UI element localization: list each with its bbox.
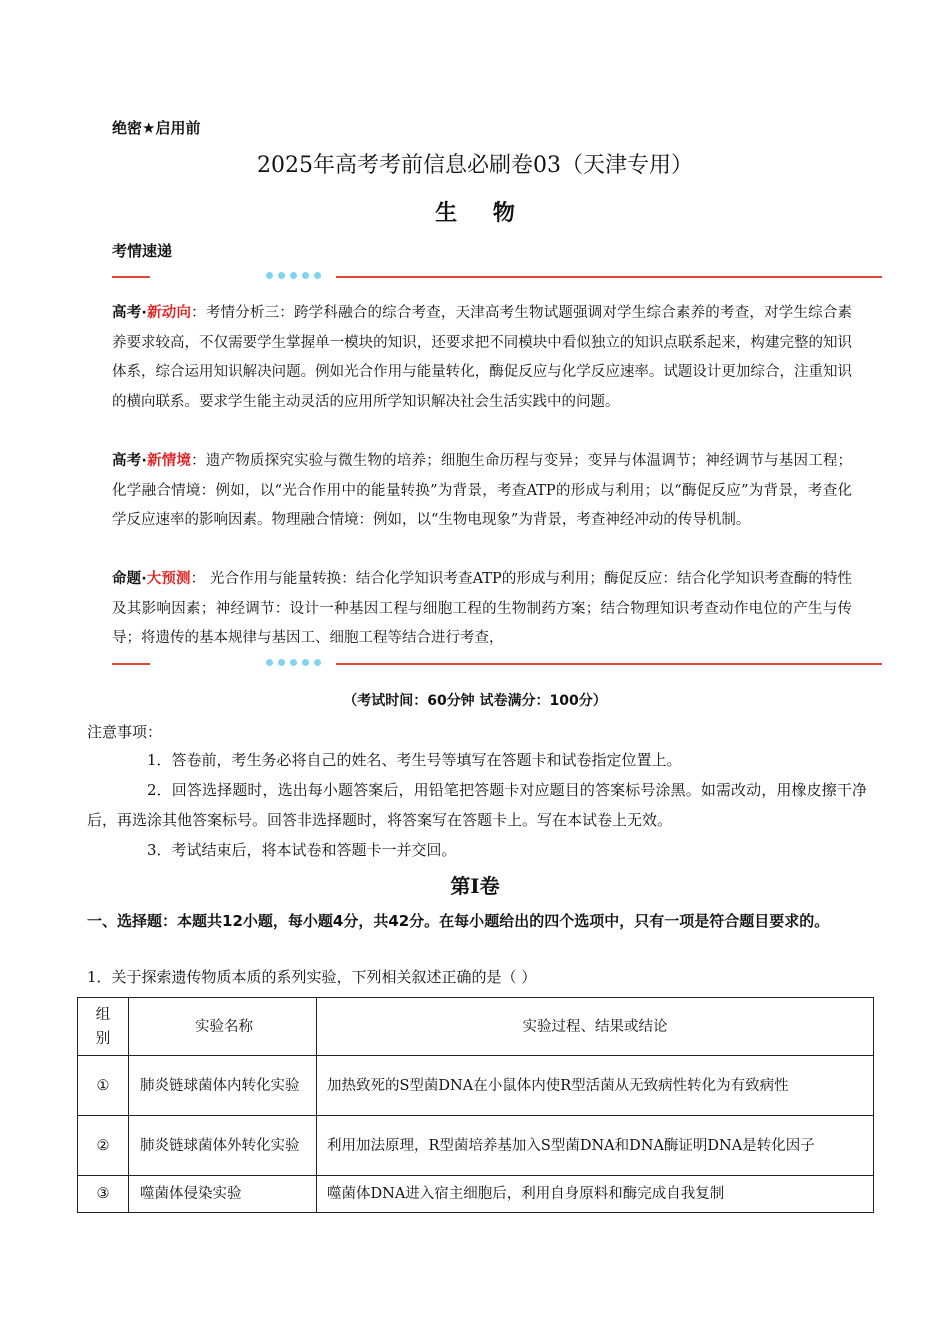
table-cell: 肺炎链球菌体外转化实验 — [129, 1116, 317, 1176]
table-cell: ③ — [78, 1176, 129, 1213]
table-cell: 利用加法原理，R型菌培养基加入S型菌DNA和DNA酶证明DNA是转化因子 — [317, 1116, 874, 1176]
table-cell: 肺炎链球菌体内转化实验 — [129, 1056, 317, 1116]
table-cell: 加热致死的S型菌DNA在小鼠体内使R型活菌从无致病性转化为有致病性 — [317, 1056, 874, 1116]
table-row — [78, 1176, 874, 1213]
trend-text: 遗产物质探究实验与微生物的培养；细胞生命历程与变异；变异与体温调节；神经调节与基因工程；化学融合情境：例如，以“光合作用中的能量转换”为背景，考查ATP的形成与利用；以“酶促反应”为背景，考查化学反应速率的影响因素。物理融合情境：例如，以“生物电现象”为背景，考查神经冲动的传导机制。 — [112, 453, 853, 528]
table-cell: 噬菌体侵染实验 — [129, 1176, 317, 1213]
table-cell: ② — [78, 1116, 129, 1176]
trend-text: 光合作用与能量转换：结合化学知识考查ATP的形成与利用；酶促反应：结合化学知识考查酶的特性及其影响因素；神经调节：设计一种基因工程与细胞工程的生物制药方案；结合物理知识考查动作电位的产生与传导；将遗传的基本规律与基因工、细胞工程等结合进行考查， — [112, 571, 853, 646]
trend-label-highlight: 新动向 — [146, 305, 192, 321]
notice-item-3: 3．考试结束后，将本试卷和答题卡一并交回。 — [147, 841, 457, 859]
notice-item-1: 1．答卷前，考生务必将自己的姓名、考生号等填写在答题卡和试卷指定位置上。 — [147, 751, 682, 769]
table-header: 实验过程、结果或结论 — [317, 998, 874, 1056]
trend-label-highlight: 新情境 — [146, 453, 192, 469]
table-row — [78, 1116, 874, 1176]
exam-time-score: （考试时间：60分钟 试卷满分：100分） — [343, 693, 607, 709]
table-header: 组别 — [78, 998, 129, 1056]
trend-text: 考情分析三：跨学科融合的综合考查，天津高考生物试题强调对学生综合素养的考查，对学生综合素养要求较高，不仅需要学生掌握单一模块的知识，还要求把不同模块中看似独立的知识点联系起来，构建完整的知识体系，综合运用知识解决问题。例如光合作用与能量转化，酶促反应与化学反应速率。试题设计更加综合，注重知识的横向联系。要求学生能主动灵活的应用所学知识解决社会生活实践中的问题。 — [112, 305, 853, 410]
table-row — [78, 1056, 874, 1116]
trend-label-prefix: 高考· — [112, 305, 147, 321]
trend-label-prefix: 高考· — [112, 453, 147, 469]
table-header-row — [78, 998, 874, 1056]
subject-title: 生 物 — [435, 200, 529, 226]
trend-prediction: 命题·大预测： 光合作用与能量转换：结合化学知识考查ATP的形成与利用；酶促反应：结合化学知识考查酶的特性及其影响因素；神经调节：设计一种基因工程与细胞工程的生物制药方案；结合物理知识考查动作电位的产生与传导；将遗传的基本规律与基因工、细胞工程等结合进行考查， — [112, 571, 853, 646]
question-1-stem: 1．关于探索遗传物质本质的系列实验，下列相关叙述正确的是（ ） — [87, 968, 537, 986]
exam-title: 2025年高考考前信息必刷卷03（天津专用） — [257, 153, 693, 178]
question-1-table — [77, 997, 874, 1213]
table-cell: ① — [78, 1056, 129, 1116]
trend-new-direction: 高考·新动向：考情分析三：跨学科融合的综合考查，天津高考生物试题强调对学生综合素养的考查，对学生综合素养要求较高，不仅需要学生掌握单一模块的知识，还要求把不同模块中看似独立的知识点联系起来，构建完整的知识体系，综合运用知识解决问题。例如光合作用与能量转化，酶促反应与化学反应速率。试题设计更加综合，注重知识的横向联系。要求学生能主动灵活的应用所学知识解决社会生活实践中的问题。 — [112, 305, 853, 410]
trend-label-highlight: 大预测 — [146, 571, 191, 587]
exam-trends-heading: 考情速递 — [112, 242, 173, 260]
notice-title: 注意事项： — [87, 723, 163, 741]
multiple-choice-heading: 一、选择题：本题共12小题，每小题4分，共42分。在每小题给出的四个选项中，只有一项是符合题目要求的。 — [87, 912, 830, 930]
trend-new-context: 高考·新情境：遗产物质探究实验与微生物的培养；细胞生命历程与变异；变异与体温调节；神经调节与基因工程；化学融合情境：例如，以“光合作用中的能量转换”为背景，考查ATP的形成与利用；以“酶促反应”为背景，考查化学反应速率的影响因素。物理融合情境：例如，以“生物电现象”为背景，考查神经冲动的传导机制。 — [112, 453, 853, 528]
table-cell: 噬菌体DNA进入宿主细胞后，利用自身原料和酶完成自我复制 — [317, 1176, 874, 1213]
confidential-label: 绝密★启用前 — [112, 119, 201, 137]
top-divider — [112, 270, 882, 284]
part-one-title: 第Ⅰ卷 — [450, 874, 500, 898]
notice-item-2: 2．回答选择题时，选出每小题答案后，用铅笔把答题卡对应题目的答案标号涂黑。如需改动，用橡皮擦干净后，再选涂其他答案标号。回答非选择题时，将答案写在答题卡上。写在本试卷上无效。 — [87, 781, 867, 829]
trend-label-prefix: 命题· — [112, 571, 147, 587]
bottom-divider — [112, 657, 882, 671]
table-header: 实验名称 — [129, 998, 317, 1056]
